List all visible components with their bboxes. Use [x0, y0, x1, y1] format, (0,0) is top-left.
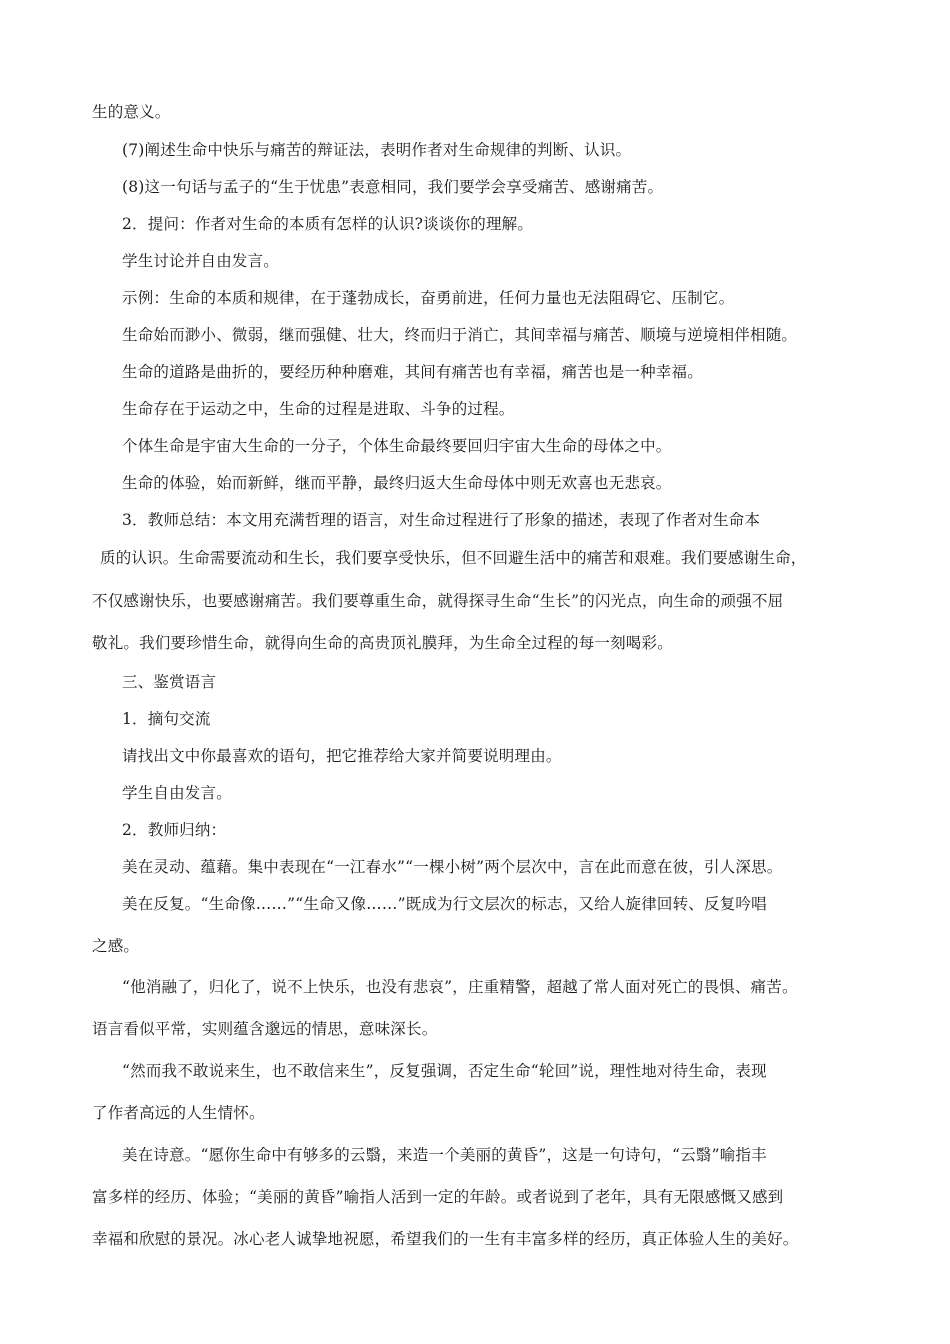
text-line: (7)阐述生命中快乐与痛苦的辩证法，表明作者对生命规律的判断、认识。 — [122, 141, 632, 159]
text-line: 不仅感谢快乐，也要感谢痛苦。我们要尊重生命，就得探寻生命“生长”的闪光点，向生命的顽强不屈 — [92, 592, 784, 610]
text-line: 质的认识。生命需要流动和生长，我们要享受快乐，但不回避生活中的痛苦和艰难。我们要感谢生命， — [100, 549, 807, 567]
text-line: 3．教师总结：本文用充满哲理的语言，对生命过程进行了形象的描述，表现了作者对生命本 — [122, 511, 761, 529]
text-line: 2．教师归纳： — [122, 821, 227, 839]
text-line: 学生自由发言。 — [122, 784, 232, 802]
text-line: 美在诗意。“愿你生命中有够多的云翳，来造一个美丽的黄昏”，这是一句诗句，“云翳”喻指丰 — [122, 1146, 767, 1164]
text-line: 示例：生命的本质和规律，在于蓬勃成长，奋勇前进，任何力量也无法阻碍它、压制它。 — [122, 289, 735, 307]
text-line: 生命的体验，始而新鲜，继而平静，最终归返大生命母体中则无欢喜也无悲哀。 — [122, 474, 672, 492]
text-line: 富多样的经历、体验；“美丽的黄昏”喻指人活到一定的年龄。或者说到了老年，具有无限感慨又感到 — [92, 1188, 784, 1206]
text-line: 生命存在于运动之中，生命的过程是进取、斗争的过程。 — [122, 400, 515, 418]
text-line: 幸福和欣慰的景况。冰心老人诚挚地祝愿，希望我们的一生有丰富多样的经历，真正体验人生的美好。 — [92, 1230, 799, 1248]
text-line: 2．提问：作者对生命的本质有怎样的认识?谈谈你的理解。 — [122, 215, 534, 233]
text-line: 学生讨论并自由发言。 — [122, 252, 280, 270]
text-line: 个体生命是宇宙大生命的一分子，个体生命最终要回归宇宙大生命的母体之中。 — [122, 437, 672, 455]
text-line: 请找出文中你最喜欢的语句，把它推荐给大家并简要说明理由。 — [122, 747, 562, 765]
text-line: 语言看似平常，实则蕴含邈远的情思，意味深长。 — [92, 1020, 438, 1038]
text-line: “然而我不敢说来生，也不敢信来生”，反复强调，否定生命“轮回”说，理性地对待生命，表现 — [122, 1062, 767, 1080]
text-line: “他消融了，归化了，说不上快乐，也没有悲哀”，庄重精警，超越了常人面对死亡的畏惧、痛苦。 — [122, 978, 798, 996]
text-line: 了作者高远的人生情怀。 — [92, 1104, 265, 1122]
text-line: 美在灵动、蕴藉。集中表现在“一江春水”“一棵小树”两个层次中，言在此而意在彼，引人深思。 — [122, 858, 783, 876]
text-line: 1．摘句交流 — [122, 710, 211, 728]
text-line: 美在反复。“生命像……”“生命又像……”既成为行文层次的标志，又给人旋律回转、反复吟唱 — [122, 895, 767, 913]
text-line: 之感。 — [92, 937, 140, 955]
text-line: 生的意义。 — [92, 103, 171, 121]
text-line: 生命的道路是曲折的，要经历种种磨难，其间有痛苦也有幸福，痛苦也是一种幸福。 — [122, 363, 703, 381]
text-line: (8)这一句话与孟子的“生于忧患”表意相同，我们要学会享受痛苦、感谢痛苦。 — [122, 178, 664, 196]
section-heading: 三、鉴赏语言 — [122, 673, 217, 691]
text-line: 敬礼。我们要珍惜生命，就得向生命的高贵顶礼膜拜，为生命全过程的每一刻喝彩。 — [92, 634, 673, 652]
text-line: 生命始而渺小、微弱，继而强健、壮大，终而归于消亡，其间幸福与痛苦、顺境与逆境相伴相随。 — [122, 326, 798, 344]
